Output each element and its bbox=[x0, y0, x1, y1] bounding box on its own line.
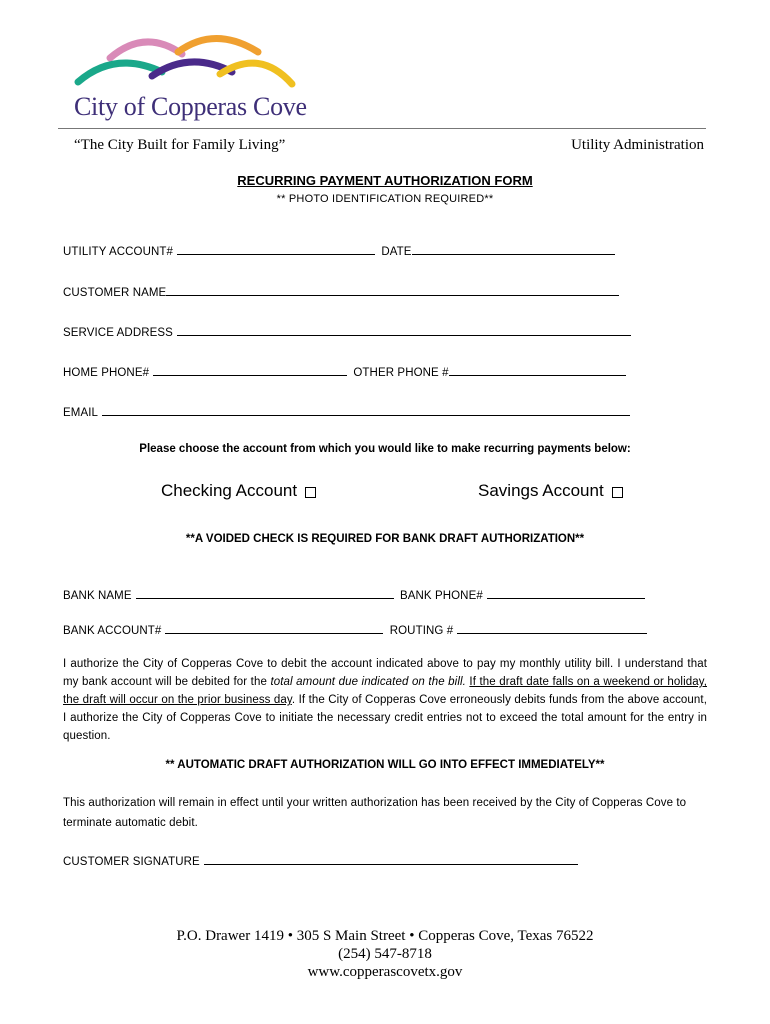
checking-account-checkbox[interactable] bbox=[305, 487, 316, 498]
savings-account-checkbox[interactable] bbox=[612, 487, 623, 498]
checking-account-option[interactable] bbox=[161, 481, 316, 501]
email-label: EMAIL bbox=[63, 407, 99, 419]
service-address-label: SERVICE ADDRESS bbox=[63, 327, 173, 339]
auth-text-2: . If the City of Copperas Cove erroneously debits funds from the above account, I authorize the City of Copperas Cove to initiate the necessary credit entries not to exceed the total amount for the entry in question. bbox=[63, 694, 707, 742]
bank-name-row bbox=[63, 588, 648, 602]
footer-website[interactable]: www.copperascovetx.gov bbox=[307, 964, 463, 980]
routing-field[interactable] bbox=[457, 623, 647, 634]
bank-name-label: BANK NAME bbox=[63, 590, 132, 602]
customer-name-row bbox=[63, 285, 622, 299]
logo-arc-orange bbox=[178, 39, 258, 53]
department-name: Utility Administration bbox=[571, 137, 704, 153]
city-tagline: “The City Built for Family Living” bbox=[74, 137, 286, 153]
logo-text: City of Copperas Cove bbox=[74, 92, 307, 121]
signature-label: CUSTOMER SIGNATURE bbox=[63, 856, 200, 868]
email-field[interactable] bbox=[102, 405, 630, 416]
auth-text-1: I authorize the City of Copperas Cove to debit the account indicated above to pay my monthly utility bill. I understand that my bank account will be debited for the bbox=[63, 658, 707, 688]
other-phone-field[interactable] bbox=[449, 365, 626, 376]
authorization-duration-text: This authorization will remain in effect until your written authorization has been received by the City of Copperas Cove to terminate automatic debit. bbox=[63, 797, 687, 829]
service-address-field[interactable] bbox=[177, 325, 631, 336]
auth-text-underline: If the draft date falls on a weekend or holiday, the draft will occur on the prior business day bbox=[63, 676, 708, 706]
customer-name-label: CUSTOMER NAME bbox=[63, 287, 167, 299]
phone-row bbox=[63, 365, 629, 379]
form-title: RECURRING PAYMENT AUTHORIZATION FORM bbox=[237, 173, 533, 188]
utility-account-label: UTILITY ACCOUNT# bbox=[63, 246, 174, 258]
other-phone-label: OTHER PHONE # bbox=[353, 367, 449, 379]
utility-account-field[interactable] bbox=[177, 244, 375, 255]
date-label: DATE bbox=[381, 246, 412, 258]
bank-phone-field[interactable] bbox=[487, 588, 645, 599]
bank-account-row bbox=[63, 623, 650, 637]
home-phone-label: HOME PHONE# bbox=[63, 367, 150, 379]
footer-phone: (254) 547-8718 bbox=[338, 946, 432, 962]
bank-account-field[interactable] bbox=[165, 623, 383, 634]
authorization-paragraph bbox=[63, 655, 707, 745]
routing-label: ROUTING # bbox=[389, 625, 454, 637]
bank-name-field[interactable] bbox=[136, 588, 394, 599]
email-row bbox=[63, 405, 633, 419]
savings-account-option[interactable] bbox=[478, 481, 623, 501]
automatic-draft-note: ** AUTOMATIC DRAFT AUTHORIZATION WILL GO INTO EFFECT IMMEDIATELY** bbox=[165, 759, 605, 771]
footer-address: P.O. Drawer 1419 • 305 S Main Street • Copperas Cove, Texas 76522 bbox=[176, 928, 594, 944]
account-choice-instructions: Please choose the account from which you would like to make recurring payments below: bbox=[139, 443, 631, 455]
savings-account-label: Savings Account bbox=[478, 481, 604, 500]
logo-arc-pink bbox=[110, 42, 182, 58]
customer-name-field[interactable] bbox=[166, 285, 619, 296]
account-date-row bbox=[63, 244, 618, 258]
footer bbox=[0, 927, 770, 981]
bank-account-label: BANK ACCOUNT# bbox=[63, 625, 162, 637]
signature-field[interactable] bbox=[204, 854, 578, 865]
voided-check-note: **A VOIDED CHECK IS REQUIRED FOR BANK DRAFT AUTHORIZATION** bbox=[185, 533, 585, 545]
service-address-row bbox=[63, 325, 634, 339]
home-phone-field[interactable] bbox=[153, 365, 347, 376]
checking-account-label: Checking Account bbox=[161, 481, 298, 500]
date-field[interactable] bbox=[412, 244, 615, 255]
photo-id-note: ** PHOTO IDENTIFICATION REQUIRED** bbox=[276, 193, 494, 205]
bank-phone-label: BANK PHONE# bbox=[399, 590, 483, 602]
logo-arc-teal bbox=[78, 63, 162, 82]
signature-row bbox=[63, 854, 581, 868]
auth-text-italic: total amount due indicated on the bill. bbox=[270, 676, 466, 688]
header-divider bbox=[58, 128, 706, 129]
